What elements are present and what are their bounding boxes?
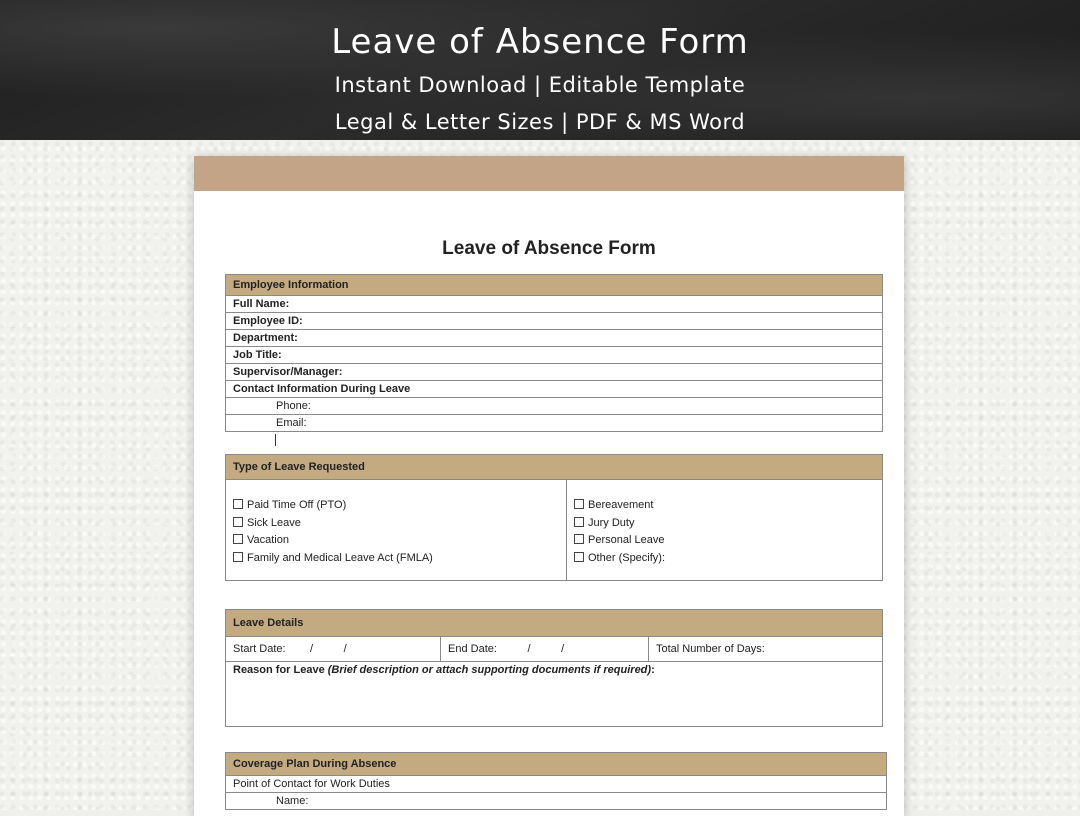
leave-option-personal[interactable]: Personal Leave: [574, 532, 882, 550]
leave-option-jury-duty[interactable]: Jury Duty: [574, 515, 882, 533]
paper-header-band: [194, 156, 904, 191]
full-name-field[interactable]: Full Name:: [226, 296, 882, 313]
leave-option-bereavement[interactable]: Bereavement: [574, 497, 882, 515]
checkbox-icon[interactable]: [574, 499, 584, 509]
text-cursor: [275, 429, 276, 448]
leave-type-right-column: [567, 480, 882, 580]
banner-subtitle-2: Legal & Letter Sizes | PDF & MS Word: [334, 110, 746, 134]
checkbox-icon[interactable]: [233, 517, 243, 527]
reason-hint: (Brief description or attach supporting documents if required): [327, 664, 652, 676]
form-document: [194, 156, 904, 816]
end-date-field[interactable]: End Date: / /: [441, 637, 649, 661]
coverage-plan-section: [225, 752, 887, 810]
checkbox-icon[interactable]: [574, 517, 584, 527]
point-of-contact-label: Point of Contact for Work Duties: [226, 776, 886, 793]
leave-type-section: [225, 454, 883, 581]
checkbox-icon[interactable]: [233, 552, 243, 562]
checkbox-icon[interactable]: [574, 534, 584, 544]
checkbox-icon[interactable]: [233, 534, 243, 544]
leave-type-left-column: [226, 480, 567, 580]
leave-details-section: [225, 609, 883, 727]
header-banner: [0, 0, 1080, 140]
start-date-field[interactable]: Start Date: / /: [226, 637, 441, 661]
leave-option-vacation[interactable]: Vacation: [233, 532, 566, 550]
banner-title: Leave of Absence Form: [331, 22, 749, 62]
job-title-field[interactable]: Job Title:: [226, 347, 882, 364]
supervisor-field[interactable]: Supervisor/Manager:: [226, 364, 882, 381]
form-title: Leave of Absence Form: [442, 238, 656, 259]
section-heading: Coverage Plan During Absence: [226, 753, 886, 776]
reason-label: Reason for Leave: [233, 664, 325, 676]
total-days-field[interactable]: Total Number of Days:: [656, 643, 765, 655]
department-field[interactable]: Department:: [226, 330, 882, 347]
banner-subtitle-1: Instant Download | Editable Template: [334, 73, 746, 97]
section-heading: Employee Information: [226, 275, 882, 296]
phone-field[interactable]: Phone:: [226, 398, 882, 415]
leave-option-fmla[interactable]: Family and Medical Leave Act (FMLA): [233, 550, 566, 568]
section-heading: Leave Details: [226, 610, 882, 637]
reason-for-leave-field[interactable]: Reason for Leave (Brief description or attach supporting documents if required):: [233, 664, 655, 676]
leave-option-other[interactable]: Other (Specify):: [574, 550, 882, 568]
leave-option-sick[interactable]: Sick Leave: [233, 515, 566, 533]
contact-info-label: Contact Information During Leave: [226, 381, 882, 398]
employee-id-field[interactable]: Employee ID:: [226, 313, 882, 330]
email-field[interactable]: Email:: [276, 417, 307, 429]
checkbox-icon[interactable]: [574, 552, 584, 562]
leave-option-pto[interactable]: Paid Time Off (PTO): [233, 497, 566, 515]
section-heading: Type of Leave Requested: [226, 455, 882, 480]
coverage-name-field[interactable]: Name:: [276, 795, 309, 807]
checkbox-icon[interactable]: [233, 499, 243, 509]
employee-information-section: [225, 274, 883, 432]
